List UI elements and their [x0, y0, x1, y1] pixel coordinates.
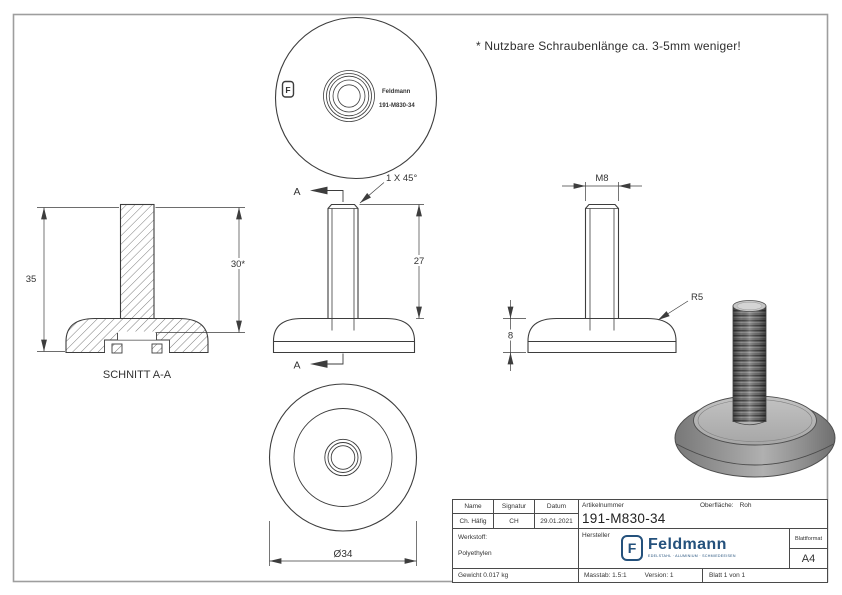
logo-monogram-letter: F	[627, 540, 637, 556]
right-view	[503, 173, 703, 371]
section-caption: SCHNITT A-A	[102, 369, 172, 381]
render-3d	[675, 301, 835, 478]
date-value: 29.01.2021	[535, 514, 579, 529]
feldmann-logo	[621, 535, 736, 561]
top-view	[276, 18, 437, 179]
section-arrow-bottom	[310, 360, 328, 368]
section-arrow-top	[310, 187, 328, 195]
format-label: Blattformat	[790, 529, 827, 549]
dim-screw-usable: 30*	[230, 259, 246, 270]
logo-wordmark: Feldmann	[648, 535, 727, 553]
scale-value: Masstab: 1.5:1	[584, 572, 627, 579]
surface-value: Roh	[739, 502, 752, 509]
article-value: 191-M830-34	[582, 511, 666, 526]
article-label: Artikelnummer	[582, 502, 624, 509]
top-view-brand: Feldmann	[382, 89, 411, 95]
scale-field	[579, 569, 703, 582]
material-value: Polyethylen	[458, 550, 492, 557]
note-annotation: * Nutzbare Schraubenlänge ca. 3-5mm weniger!	[476, 39, 741, 53]
front-view	[274, 173, 432, 372]
section-view	[26, 205, 253, 382]
surface-field	[700, 502, 752, 509]
signature-value: CH	[494, 514, 535, 529]
format-value: A4	[790, 549, 827, 569]
dim-base-height: 8	[507, 330, 514, 342]
version-value: Version: 1	[644, 572, 674, 579]
date-label: Datum	[535, 500, 579, 514]
article-cell	[579, 500, 827, 529]
name-value: Ch. Häfig	[453, 514, 494, 529]
sheet-field: Blatt 1 von 1	[709, 572, 746, 579]
monogram-letter: F	[285, 85, 291, 95]
material-cell	[453, 529, 579, 569]
chamfer-note: 1 X 45°	[386, 173, 418, 184]
section-mark-bottom: A	[293, 359, 301, 372]
top-view-part-no: 191-M830-34	[379, 103, 415, 109]
title-block	[452, 499, 828, 583]
name-label: Name	[453, 500, 494, 514]
weight-field: Gewicht 0.017 kg	[453, 569, 579, 582]
dim-thread: M8	[595, 173, 609, 184]
section-mark-top: A	[293, 186, 301, 198]
manufacturer-label: Hersteller	[582, 532, 610, 539]
radius-note: R5	[691, 292, 704, 303]
manufacturer-cell	[579, 529, 790, 569]
bottom-view	[270, 384, 417, 566]
dim-total-height: 35	[25, 274, 37, 285]
signature-label: Signatur	[494, 500, 535, 514]
surface-label: Oberfläche:	[700, 502, 734, 509]
material-label: Werkstoff:	[458, 534, 488, 541]
dim-diameter: Ø34	[333, 549, 353, 560]
feldmann-logo-monogram-icon	[621, 535, 643, 561]
logo-tagline: EDELSTAHL · ALUMINIUM · SCHMIEDEEISEN	[648, 553, 736, 558]
dim-screw-length: 27	[413, 256, 425, 267]
